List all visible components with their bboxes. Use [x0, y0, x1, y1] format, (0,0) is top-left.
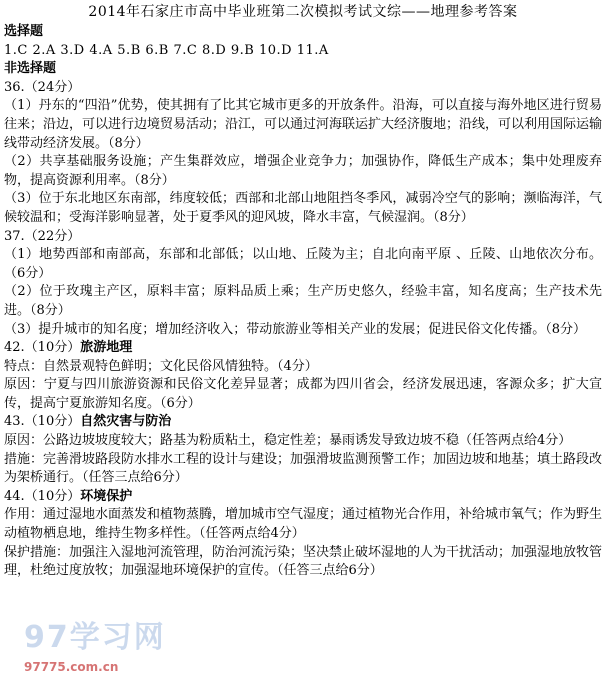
watermark-url: 97775.com.cn [24, 660, 119, 674]
q37-heading: 37.（22分） [4, 228, 81, 244]
watermark-logo: 97学习网 [24, 620, 166, 655]
q43-part2: 措施：完善滑坡路段防水排水工程的设计与建设；加强滑坡监测预警工作；加固边坡和地基；填土路段改为架桥通行。（任答三点给6分） [4, 451, 603, 486]
q42-part1: 特点：自然景观特色鲜明；文化民俗风情独特。（4分） [4, 358, 318, 374]
q44-number: 44.（10分） [4, 488, 81, 504]
q44-part2: 保护措施：加强注入湿地河流管理，防治河流污染；坚决禁止破坏湿地的人为干扰活动；加强湿地放牧管理，杜绝过度放牧；加强湿地环境保护的宣传。（任答三点给6分） [4, 544, 603, 579]
q42-topic: 旅游地理 [80, 340, 133, 356]
q42-heading [4, 339, 602, 358]
nonchoice-heading: 非选择题 [4, 61, 57, 77]
q37-part1: （1）地势西部和南部高，东部和北部低；以山地、丘陵为主；自北向南平原 、丘陵、山地依次分布。（6分） [4, 247, 602, 281]
q36-heading: 36.（24分） [4, 79, 81, 95]
document-title: 2014年石家庄市高中毕业班第二次模拟考试文综——地理参考答案 [88, 4, 518, 20]
q43-topic: 自然灾害与防治 [80, 414, 172, 430]
q44-topic: 环境保护 [80, 488, 133, 504]
q42-number: 42.（10分） [4, 340, 81, 356]
q43-heading [4, 413, 602, 432]
q42-part2: 原因：宁夏与四川旅游资源和民俗文化差异显著；成都为四川省会，经济发展迅速，客源众多；扩大宣传，提高宁夏旅游知名度。（6分） [4, 377, 602, 411]
answer-document [4, 2, 602, 581]
q36-part3: （3）位于东北地区东南部，纬度较低；西部和北部山地阻挡冬季风，减弱冷空气的影响；濒临海洋，气候较温和；受海洋影响显著，处于夏季风的迎风坡，降水丰富，气候湿润。（8分） [4, 191, 602, 225]
q36-part1: （1）丹东的“四沿”优势，使其拥有了比其它城市更多的开放条件。沿海，可以直接与海外地区进行贸易往来；沿边，可以进行边境贸易活动；沿江，可以通过河海联运扩大经济腹地；沿线，可以利用国际运输线带动经济发展。（8分） [4, 98, 603, 151]
q43-number: 43.（10分） [4, 414, 81, 430]
q44-part1: 作用：通过湿地水面蒸发和植物蒸腾，增加城市空气湿度；通过植物光合作用，补给城市氧气；作为野生动植物栖息地，维持生物多样性。（任答两点给4分） [4, 507, 603, 542]
q37-part2: （2）位于玫瑰主产区，原料丰富；原料品质上乘；生产历史悠久，经验丰富，知名度高；生产技术先进。（8分） [4, 284, 602, 318]
choice-answers: 1.C 2.A 3.D 4.A 5.B 6.B 7.C 8.D 9.B 10.D 11.A [4, 42, 329, 58]
choice-heading: 选择题 [4, 24, 44, 39]
q37-part3: （3）提升城市的知名度；增加经济收入；带动旅游业等相关产业的发展；促进民俗文化传播。（8分） [4, 321, 587, 337]
q44-heading [4, 488, 602, 507]
q43-part1: 原因：公路边坡坡度较大；路基为粉质粘土，稳定性差；暴雨诱发导致边坡不稳（任答两点给4分） [4, 433, 572, 449]
site-watermark [12, 612, 222, 684]
q36-part2: （2）共享基础服务设施；产生集群效应，增强企业竞争力；加强协作，降低生产成本；集中处理废弃物，提高资源利用率。（8分） [4, 154, 602, 188]
